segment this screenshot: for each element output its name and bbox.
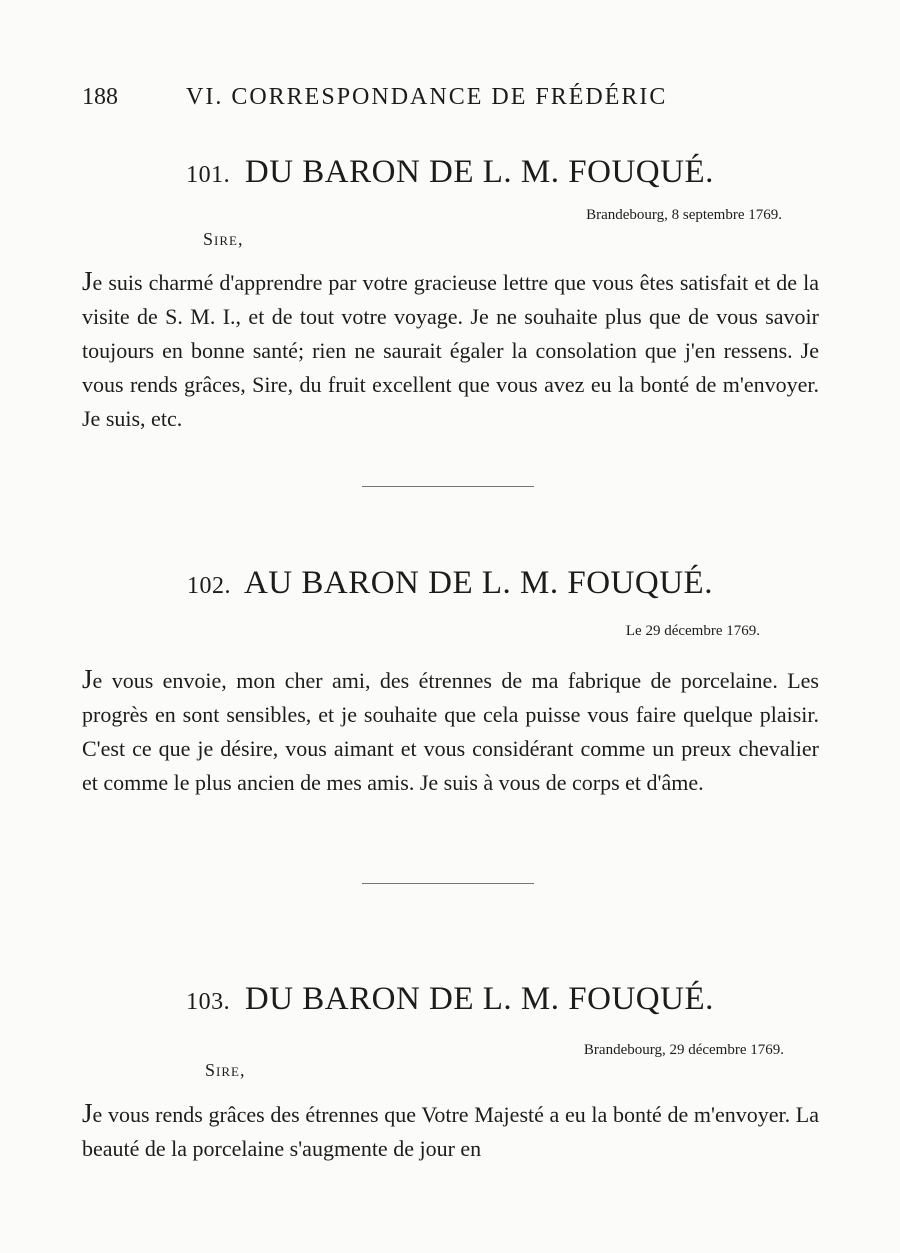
letter-heading bbox=[0, 565, 900, 602]
letter-number: 102. bbox=[187, 573, 232, 599]
letter-title: AU BARON DE L. M. FOUQUÉ. bbox=[243, 565, 713, 601]
letter-initial: J bbox=[82, 664, 93, 694]
letter-text: e suis charmé d'apprendre par votre gracieuse lettre que vous êtes satisfait et de la visite de S. M. I., et de tout votre voyage. Je ne souhaite plus que de vous savoir toujours en bonne santé; rien ne saurait égaler la consolation que j'en ressens. Je vous rends grâces, Sire, du fruit excellent que vous avez eu la bonté de m'envoyer. Je suis, etc. bbox=[82, 270, 819, 431]
letter-heading bbox=[0, 981, 900, 1018]
page-number: 188 bbox=[82, 84, 118, 110]
letter-body bbox=[82, 662, 819, 800]
letter-title: DU BARON DE L. M. FOUQUÉ. bbox=[244, 981, 714, 1017]
letter-number: 101. bbox=[186, 162, 231, 188]
section-divider bbox=[362, 883, 534, 884]
letter-text: e vous rends grâces des étrennes que Votre Majesté a eu la bonté de m'envoyer. La beauté de la porcelaine s'augmente de jour en bbox=[82, 1102, 819, 1161]
letter-title: DU BARON DE L. M. FOUQUÉ. bbox=[244, 154, 714, 190]
letter-salutation: Sire, bbox=[203, 229, 244, 249]
running-head bbox=[82, 84, 840, 111]
letter-heading bbox=[0, 154, 900, 191]
letter-salutation: Sire, bbox=[205, 1060, 246, 1080]
letter-body bbox=[82, 264, 819, 436]
running-head-title: VI. CORRESPONDANCE DE FRÉDÉRIC bbox=[186, 84, 668, 110]
letter-dateline: Brandebourg, 8 septembre 1769. bbox=[586, 207, 782, 223]
letter-dateline: Le 29 décembre 1769. bbox=[625, 623, 760, 639]
letter-body bbox=[82, 1096, 819, 1166]
letter-number: 103. bbox=[186, 989, 231, 1015]
letter-dateline: Brandebourg, 29 décembre 1769. bbox=[583, 1042, 784, 1058]
letter-initial: J bbox=[82, 266, 93, 296]
letter-text: e vous envoie, mon cher ami, des étrennes de ma fabrique de porcelaine. Les progrès en sont sensibles, et je souhaite que cela puisse vous faire quelque plaisir. C'est ce que je désire, vous aimant et vous considérant comme un preux chevalier et comme le plus ancien de mes amis. Je suis à vous de corps et d'âme. bbox=[82, 668, 819, 795]
section-divider bbox=[362, 486, 534, 487]
letter-initial: J bbox=[82, 1098, 93, 1128]
